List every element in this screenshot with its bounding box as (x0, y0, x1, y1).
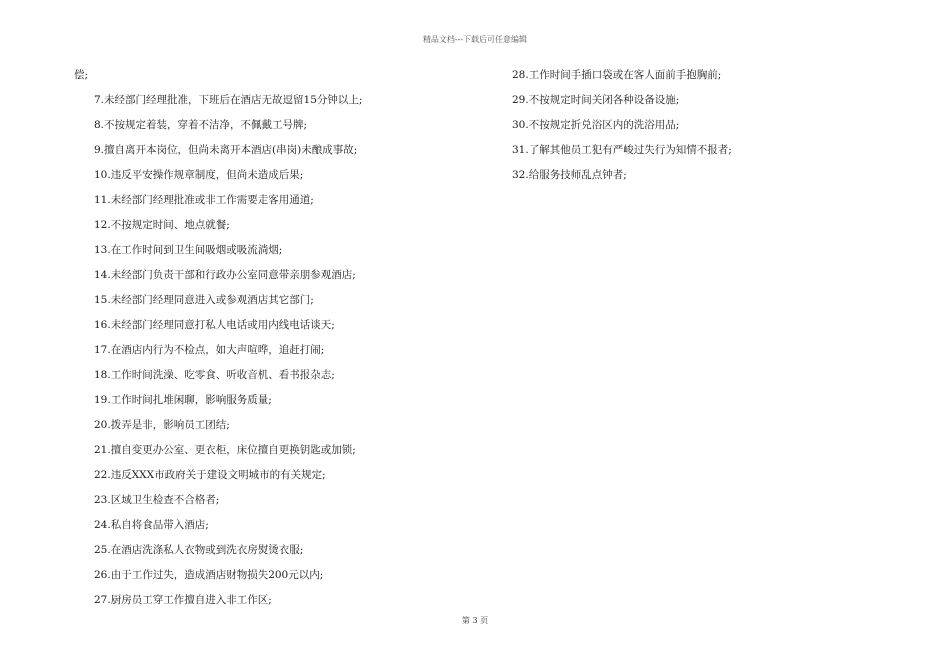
list-item: 24.私自将食品带入酒店; (94, 519, 209, 531)
list-item: 13.在工作时间到卫生间吸烟或吸流淌烟; (94, 244, 283, 256)
list-item: 20.拨弄是非，影响员工团结; (94, 419, 230, 431)
list-item: 15.未经部门经理同意进入或参观酒店其它部门; (94, 294, 314, 306)
page-number: 第 3 页 (461, 616, 489, 625)
list-item: 25.在酒店洗涤私人衣物或到洗衣房熨烫衣服; (94, 544, 304, 556)
continuation-text: 偿; (74, 69, 89, 81)
list-item: 23.区域卫生检查不合格者; (94, 494, 220, 506)
list-item: 18.工作时间洗澡、吃零食、听收音机、看书报杂志; (94, 369, 335, 381)
list-item: 7.未经部门经理批准，下班后在酒店无故逗留15分钟以上; (94, 94, 363, 106)
list-item: 8.不按规定着装，穿着不洁净，不佩戴工号牌; (94, 119, 308, 131)
list-item: 14.未经部门负责干部和行政办公室同意带亲朋参观酒店; (94, 269, 356, 281)
list-item: 26.由于工作过失，造成酒店财物损失200元以内; (94, 569, 324, 581)
list-item: 10.违反平安操作规章制度，但尚未造成后果; (94, 169, 304, 181)
list-item: 17.在酒店内行为不检点，如大声喧哗，追赶打闹; (94, 344, 325, 356)
list-item: 19.工作时间扎堆闲聊，影响服务质量; (94, 394, 272, 406)
list-item: 22.违反XXX市政府关于建设文明城市的有关规定; (94, 469, 326, 481)
list-item: 27.厨房员工穿工作擅自进入非工作区; (94, 594, 272, 606)
list-item: 11.未经部门经理批准或非工作需要走客用通道; (94, 194, 314, 206)
page-header: 精品文档---下载后可任意编辑 (422, 35, 528, 44)
list-item: 32.给服务技师乱点钟者; (512, 169, 627, 181)
list-item: 28.工作时间手插口袋或在客人面前手抱胸前; (512, 69, 722, 81)
list-item: 30.不按规定折兑浴区内的洗浴用品; (512, 119, 680, 131)
left-column (74, 66, 494, 616)
list-item: 21.擅自变更办公室、更衣柜，床位擅自更换钥匙或加锁; (94, 444, 356, 456)
list-item: 29.不按规定时间关闭各种设备设施; (512, 94, 680, 106)
list-item: 9.擅自离开本岗位，但尚未离开本酒店(串岗)未酿成事故; (94, 144, 358, 156)
list-item: 16.未经部门经理同意打私人电话或用内线电话谈天; (94, 319, 335, 331)
right-column (512, 66, 932, 191)
list-item: 12.不按规定时间、地点就餐; (94, 219, 230, 231)
list-item: 31.了解其他员工犯有严峻过失行为知情不报者; (512, 144, 732, 156)
